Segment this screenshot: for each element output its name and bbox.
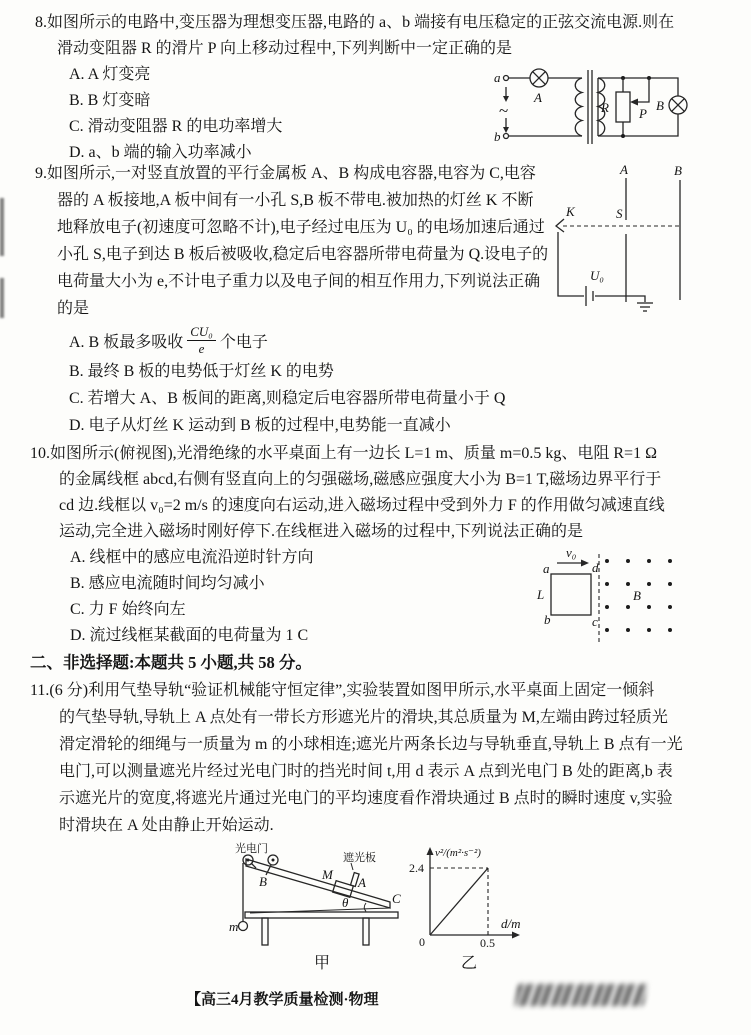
angle-arc — [364, 903, 366, 912]
fig-jia-apparatus — [193, 841, 428, 956]
q11-line: 电门,可以测量遮光片经过光电门时的挡光时间 t,用 d 表示 A 点到光电门 B 处的距离,b 表 — [59, 763, 673, 780]
lamp-A-icon — [530, 69, 548, 87]
loop-and-field-diagram — [533, 546, 751, 646]
fig-jia-caption: 甲 — [314, 955, 331, 972]
arrow-down-icon — [503, 127, 509, 133]
fig-yi-caption: 乙 — [461, 955, 478, 972]
q9-line: 9.如图所示,一对竖直放置的平行金属板 A、B 构成电容器,电容为 C,电容 — [35, 165, 536, 182]
q10-option-d: D. 流过线框某截面的电荷量为 1 C — [70, 627, 309, 644]
q10-option-c: C. 力 F 始终向左 — [70, 601, 186, 618]
label-S: S — [616, 206, 623, 221]
fraction — [187, 325, 216, 355]
q9-line: 地释放电子(初速度可忽略不计),电子经过电压为 U₀ 的电场加速后通过 — [57, 219, 545, 236]
label-P: P — [639, 106, 647, 121]
terminal-b — [504, 134, 509, 139]
q10-field-figure — [533, 546, 751, 646]
scan-artifact — [0, 278, 4, 318]
label-theta: θ — [342, 895, 349, 910]
q11-line: 11.(6 分)利用气垫导轨“验证机械能守恒定律”,实验装置如图甲所示,水平桌面上固定一倾斜 — [30, 682, 655, 699]
ground-wire — [626, 296, 645, 302]
q9-option-a-suffix: 个电子 — [219, 333, 268, 351]
q11-line: 滑定滑轮的细绳与一质量为 m 的小球相连;遮光片两条长边与导轨垂直,导轨上 B 点有一光 — [59, 736, 683, 753]
q9-option-c: C. 若增大 A、B 板间的距离,则稳定后电容器所带电荷量小于 Q — [69, 390, 506, 407]
capacitor-diagram — [550, 162, 750, 320]
wire — [509, 78, 582, 136]
q8-option-b: B. B 灯变暗 — [69, 92, 151, 109]
x-axis-label: d/m — [501, 916, 521, 931]
label-m: m — [229, 919, 239, 934]
rheostat-R — [616, 92, 630, 122]
q11-line: 时滑块在 A 处由静止开始运动. — [59, 817, 274, 834]
junction-dot — [621, 134, 625, 138]
arrow-up-icon — [427, 847, 434, 855]
label-C-point: C — [392, 891, 401, 906]
label-L: L — [537, 587, 545, 602]
slider-wire — [637, 78, 649, 102]
transformer-circuit-diagram — [486, 60, 751, 162]
label-lamp-A: A — [534, 90, 542, 105]
label-v0: v₀ — [566, 546, 577, 560]
label-A-point: A — [358, 875, 366, 890]
scan-artifact — [0, 198, 4, 256]
fraction-numerator: CU₀ — [187, 325, 216, 341]
q8-line: 8.如图所示的电路中,变压器为理想变压器,电路的 a、b 端接有电压稳定的正弦交流电源.则在 — [35, 14, 675, 31]
y-axis-label: v²/(m²·s⁻²) — [435, 847, 481, 859]
q8-option-a: A. A 灯变亮 — [69, 66, 151, 83]
primary-coil — [575, 78, 582, 136]
label-U0: U₀ — [590, 268, 604, 283]
q9-option-a-prefix: A. B 板最多吸收 — [69, 333, 184, 351]
data-line — [430, 868, 488, 935]
q11-line: 的气垫导轨,导轨上 A 点处有一带长方形遮光片的滑块,其总质量为 M,左端由跨过轻质光 — [59, 709, 668, 726]
wire — [558, 232, 584, 296]
origin-label: 0 — [419, 935, 425, 949]
ground-icon — [637, 303, 653, 311]
slider-arrow-icon — [630, 99, 638, 106]
q9-capacitor-figure — [550, 162, 750, 320]
fraction-denominator: e — [198, 340, 205, 356]
label-d: d — [592, 560, 599, 575]
ac-source-symbol: ~ — [499, 101, 509, 120]
label-B-field: B — [633, 588, 641, 603]
q10-line: cd 边.线框以 v₀=2 m/s 的速度向右运动,进入磁场过程中受到外力 F 的作用做匀减速直线 — [59, 497, 665, 514]
label-b: b — [544, 612, 551, 627]
label-K: K — [566, 204, 575, 219]
q10-option-a: A. 线框中的感应电流沿逆时针方向 — [70, 549, 314, 566]
ink-smudge — [514, 984, 648, 1006]
q8-line: 滑动变阻器 R 的滑片 P 向上移动过程中,下列判断中一定正确的是 — [57, 40, 512, 57]
slider-with-plate — [333, 868, 359, 898]
v2-d-graph — [406, 843, 581, 955]
q8-option-d: D. a、b 端的输入功率减小 — [69, 144, 252, 161]
air-track — [246, 859, 390, 913]
y-tick-2-4: 2.4 — [409, 861, 424, 875]
filament-K-icon — [556, 219, 564, 232]
question-9 — [35, 160, 548, 439]
leader-line — [351, 863, 353, 870]
wire — [598, 78, 678, 136]
q9-option-d: D. 电子从灯丝 K 运动到 B 板的过程中,电势能一直减小 — [69, 417, 451, 434]
arrow-right-icon — [512, 932, 520, 939]
page-footer: 【高三4月教学质量检测·物理 — [186, 992, 379, 1008]
q9-option-b: B. 最终 B 板的电势低于灯丝 K 的电势 — [69, 363, 334, 380]
label-plate-B: B — [674, 163, 682, 178]
label-photogate: 光电门 — [235, 843, 268, 855]
wire-loop-abcd — [551, 574, 591, 615]
q8-circuit-figure — [486, 60, 751, 162]
q9-line: 器的 A 板接地,A 板中间有一小孔 S,B 板不带电.被加热的灯丝 K 不断 — [57, 192, 534, 209]
section-2-title: 二、非选择题:本题共 5 小题,共 58 分。 — [30, 653, 312, 672]
label-b: b — [494, 129, 501, 144]
hanging-ball — [239, 922, 248, 931]
q11-line: 示遮光片的宽度,将遮光片通过光电门的平均速度看作滑块通过 B 点时的瞬时速度 v,实验 — [59, 790, 673, 807]
question-11 — [30, 677, 683, 839]
q9-option-a — [35, 322, 548, 358]
label-c: c — [592, 614, 598, 629]
label-R: R — [601, 100, 609, 115]
label-B-point: B — [259, 874, 267, 889]
q9-line: 小孔 S,电子到达 B 板后被吸收,稳定后电容器所带电荷量为 Q.设电子的 — [57, 246, 549, 263]
q9-line: 电荷量大小为 e,不计电子重力以及电子间的相互作用力,下列说法正确 — [57, 273, 541, 290]
q10-option-b: B. 感应电流随时间均匀减小 — [70, 575, 265, 592]
arrow-right-icon — [581, 560, 589, 567]
fig-yi-graph — [406, 843, 581, 955]
lamp-B-icon — [669, 96, 687, 114]
q10-line: 运动,完全进入磁场时刚好停下.在线框进入磁场的过程中,下列说法正确的是 — [59, 523, 584, 540]
section-2-header — [30, 649, 312, 676]
label-a: a — [543, 561, 550, 576]
x-tick-0-5: 0.5 — [480, 936, 495, 950]
q9-line: 的是 — [57, 300, 90, 317]
label-M: M — [322, 867, 333, 882]
terminal-a — [504, 76, 509, 81]
label-lamp-B: B — [656, 98, 664, 113]
label-shade-plate: 遮光板 — [343, 852, 376, 864]
table — [245, 912, 398, 945]
air-track-diagram — [193, 841, 428, 956]
q8-option-c: C. 滑动变阻器 R 的电功率增大 — [69, 118, 283, 135]
q10-line: 10.如图所示(俯视图),光滑绝缘的水平桌面上有一边长 L=1 m、质量 m=0.5 kg、电阻 R=1 Ω — [30, 445, 657, 462]
label-a: a — [494, 70, 501, 85]
q10-line: 的金属线框 abcd,右侧有竖直向上的匀强磁场,磁感应强度大小为 B=1 T,磁场边界平行于 — [59, 471, 662, 488]
label-plate-A: A — [620, 162, 628, 177]
